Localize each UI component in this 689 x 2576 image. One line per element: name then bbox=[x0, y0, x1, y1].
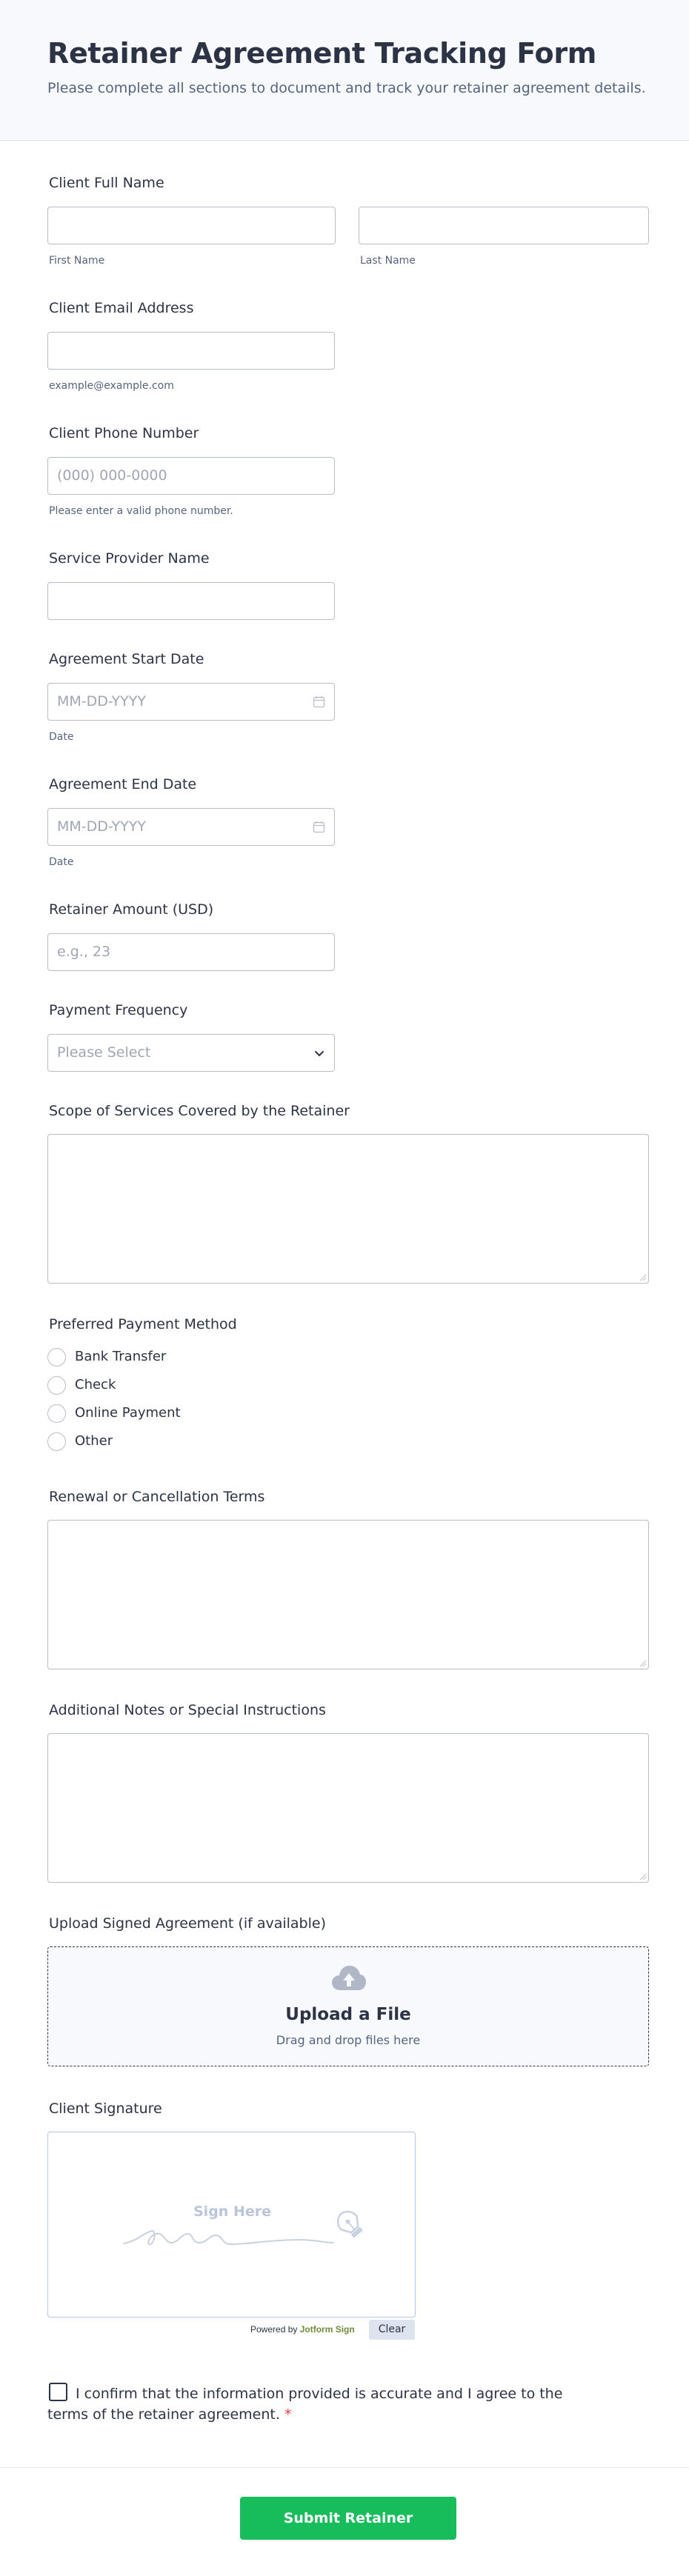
start-date-sublabel: Date bbox=[49, 731, 74, 743]
email-input[interactable] bbox=[47, 332, 335, 370]
submit-button[interactable]: Submit Retainer Agreement bbox=[240, 2497, 456, 2540]
first-name-input[interactable] bbox=[47, 207, 336, 244]
powered-by-text bbox=[250, 2324, 355, 2335]
form-subtitle: Please complete all sections to document and track your retainer agreement details. bbox=[47, 80, 646, 96]
end-date-placeholder: MM-DD-YYYY bbox=[57, 818, 146, 835]
required-asterisk: * bbox=[284, 2406, 292, 2423]
upload-subtitle: Drag and drop files here bbox=[276, 2033, 421, 2047]
radio-button[interactable] bbox=[47, 1348, 66, 1367]
last-name-input[interactable] bbox=[359, 207, 649, 244]
upload-label: Upload Signed Agreement (if available) bbox=[49, 1915, 326, 1932]
consent-label: I confirm that the information provided is accurate and I agree to the terms of the retainer agreement. bbox=[47, 2386, 563, 2423]
provider-label: Service Provider Name bbox=[49, 550, 210, 567]
signature-pen-icon bbox=[122, 2210, 378, 2255]
notes-label: Additional Notes or Special Instructions bbox=[49, 1702, 326, 1718]
start-date-input[interactable] bbox=[47, 683, 335, 721]
phone-placeholder: (000) 000-0000 bbox=[57, 467, 167, 484]
signature-label: Client Signature bbox=[49, 2100, 162, 2117]
resize-grip-icon[interactable] bbox=[639, 1659, 647, 1667]
frequency-label: Payment Frequency bbox=[49, 1002, 188, 1018]
clear-signature-button[interactable]: Clear bbox=[369, 2320, 415, 2340]
file-upload-dropzone[interactable] bbox=[47, 1946, 649, 2066]
phone-input[interactable] bbox=[47, 457, 335, 495]
end-date-label: Agreement End Date bbox=[49, 776, 197, 793]
resize-grip-icon[interactable] bbox=[639, 1872, 647, 1881]
email-label: Client Email Address bbox=[49, 300, 194, 316]
consent-text bbox=[47, 2383, 581, 2425]
phone-sublabel: Please enter a valid phone number. bbox=[49, 505, 233, 517]
radio-label[interactable]: Check bbox=[75, 1377, 116, 1392]
payment-method-label: Preferred Payment Method bbox=[49, 1316, 237, 1332]
end-date-input[interactable] bbox=[47, 808, 335, 846]
scope-label: Scope of Services Covered by the Retainer bbox=[49, 1103, 350, 1119]
phone-label: Client Phone Number bbox=[49, 425, 199, 441]
upload-title: Upload a File bbox=[285, 2005, 411, 2024]
signature-pad[interactable] bbox=[47, 2132, 416, 2318]
provider-input[interactable] bbox=[47, 582, 335, 620]
amount-label: Retainer Amount (USD) bbox=[49, 901, 214, 918]
radio-button[interactable] bbox=[47, 1432, 66, 1451]
first-name-sublabel: First Name bbox=[49, 255, 105, 267]
form-title: Retainer Agreement Tracking Form bbox=[47, 37, 597, 70]
last-name-sublabel: Last Name bbox=[360, 255, 416, 267]
email-sublabel: example@example.com bbox=[49, 380, 174, 392]
renewal-textarea[interactable] bbox=[47, 1520, 649, 1669]
radio-label[interactable]: Online Payment bbox=[75, 1405, 181, 1421]
notes-textarea[interactable] bbox=[47, 1733, 649, 1883]
calendar-icon[interactable] bbox=[313, 821, 325, 833]
frequency-selected: Please Select bbox=[57, 1044, 151, 1061]
powered-by-prefix: Powered by bbox=[250, 2324, 298, 2335]
radio-label[interactable]: Bank Transfer bbox=[75, 1349, 167, 1364]
amount-placeholder: e.g., 23 bbox=[57, 944, 111, 960]
chevron-down-icon bbox=[313, 1047, 325, 1059]
resize-grip-icon[interactable] bbox=[639, 1273, 647, 1281]
client-name-label: Client Full Name bbox=[49, 175, 164, 191]
form-header bbox=[0, 0, 689, 141]
radio-label[interactable]: Other bbox=[75, 1433, 113, 1449]
radio-button[interactable] bbox=[47, 1404, 66, 1423]
jotform-sign-brand: Jotform Sign bbox=[299, 2324, 355, 2335]
sign-here-placeholder: Sign Here bbox=[193, 2203, 271, 2220]
cloud-upload-icon bbox=[331, 1963, 367, 1993]
calendar-icon[interactable] bbox=[313, 695, 325, 708]
scope-textarea[interactable] bbox=[47, 1134, 649, 1284]
end-date-sublabel: Date bbox=[49, 856, 74, 868]
start-date-label: Agreement Start Date bbox=[49, 651, 204, 667]
start-date-placeholder: MM-DD-YYYY bbox=[57, 693, 146, 710]
frequency-select[interactable] bbox=[47, 1034, 335, 1072]
amount-input[interactable] bbox=[47, 933, 335, 971]
radio-button[interactable] bbox=[47, 1376, 66, 1395]
renewal-label: Renewal or Cancellation Terms bbox=[49, 1489, 265, 1505]
